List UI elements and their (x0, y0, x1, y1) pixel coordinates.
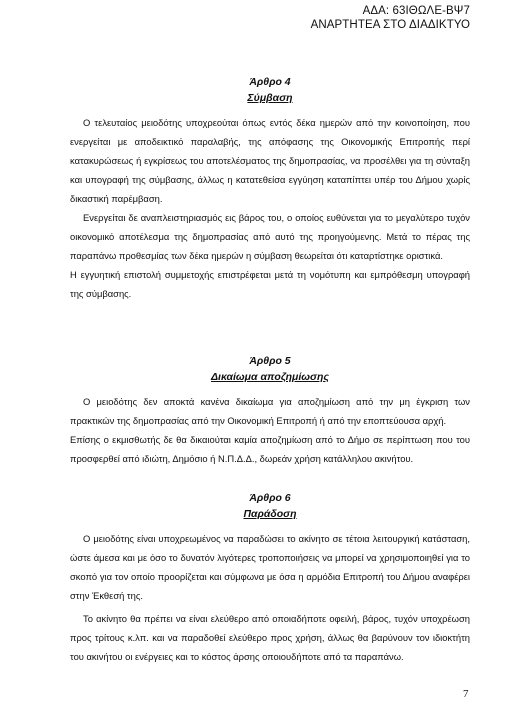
article-paragraph: Ο μειοδότης είναι υποχρεωμένος να παραδώσει το ακίνητο σε τέτοια λειτουργική κατάσταση, ώστε άμεσα και με όσο το δυνατόν λιγότερες τροποποιήσεις να μπορεί να χρησιμοποιηθεί για το σκοπό για τον οποίο προορίζεται και σύμφωνα με όσα η αρμόδια Επιτροπή του Δήμου αναφέρει στην Έκθεσή της. (70, 533, 470, 601)
article-paragraph: Ο τελευταίος μειοδότης υποχρεούται όπως εντός δέκα ημερών από την κοινοποίηση, που ενεργείται με αποδεικτικό παραλαβής, της απόφασης της Οικονομικής Επιτροπής περί κατακυρώσεως ή εγκρίσεως του αποτελέσματος της δημοπρασίας, να προσέλθει για τη σύνταξη και υπογραφή της σύμβασης, άλλως η κατατεθείσα εγγύηση καταπίπτει υπέρ του Δήμου χωρίς δικαστική παρέμβαση. (70, 117, 470, 204)
article-5 (70, 355, 470, 468)
article-paragraph: Ο μειοδότης δεν αποκτά κανένα δικαίωμα για αποζημίωση από την μη έγκριση των πρακτικών της δημοπρασίας από την Οικονομική Επιτροπή ή από την εποπτεύουσα αρχή. (70, 396, 470, 426)
article-subtitle: Δικαίωμα αποζημίωσης (210, 371, 330, 383)
article-paragraph: Το ακίνητο θα πρέπει να είναι ελεύθερο από οποιαδήποτε οφειλή, βάρος, τυχόν υποχρέωση προς τρίτους κ.λπ. και να παραδοθεί ελεύθερο προς χρήση, άλλως θα βαρύνουν τον ιδιοκτήτη του ακινήτου οι ενέργειες και το κόστος άρσης οποιουδήποτε από τα παραπάνω. (70, 613, 470, 662)
article-paragraph: Επίσης ο εκμισθωτής δε θα δικαιούται καμία αποζημίωση από το Δήμο σε περίπτωση που του προσφερθεί από ιδιώτη, Δημόσιο ή Ν.Π.Δ.Δ., δωρεάν χρήση κατάλληλου ακινήτου. (70, 434, 470, 464)
article-4 (70, 76, 470, 303)
ada-code: ΑΔΑ: 63ΙΘΩΛΕ-ΒΨ7 (362, 5, 470, 17)
article-paragraph: Ενεργείται δε αναπλειστηριασμός εις βάρος του, ο οποίος ευθύνεται για το μεγαλύτερο τυχόν οικονομικό αποτέλεσμα της δημοπρασίας από αυτό της προηγούμενης. Μετά το πέρας της παραπάνω προθεσμίας των δέκα ημερών η σύμβαση θεωρείται ότι καταρτίστηκε οριστικά. (70, 212, 470, 261)
article-6 (70, 492, 470, 666)
article-subtitle: Σύμβαση (247, 92, 293, 104)
article-paragraph: Η εγγυητική επιστολή συμμετοχής επιστρέφεται μετά τη νομότυπη και εμπρόθεσμη υπογραφή της σύμβασης. (70, 269, 470, 299)
article-title: Άρθρο 6 (249, 492, 291, 504)
publish-notice: ΑΝΑΡΤΗΤΕΑ ΣΤΟ ΔΙΑΔΙΚΤΥΟ (310, 19, 470, 31)
article-title: Άρθρο 4 (249, 76, 291, 88)
page-number: 7 (463, 688, 469, 700)
article-title: Άρθρο 5 (249, 355, 291, 367)
document-header (311, 4, 470, 32)
article-subtitle: Παράδοση (243, 508, 297, 520)
